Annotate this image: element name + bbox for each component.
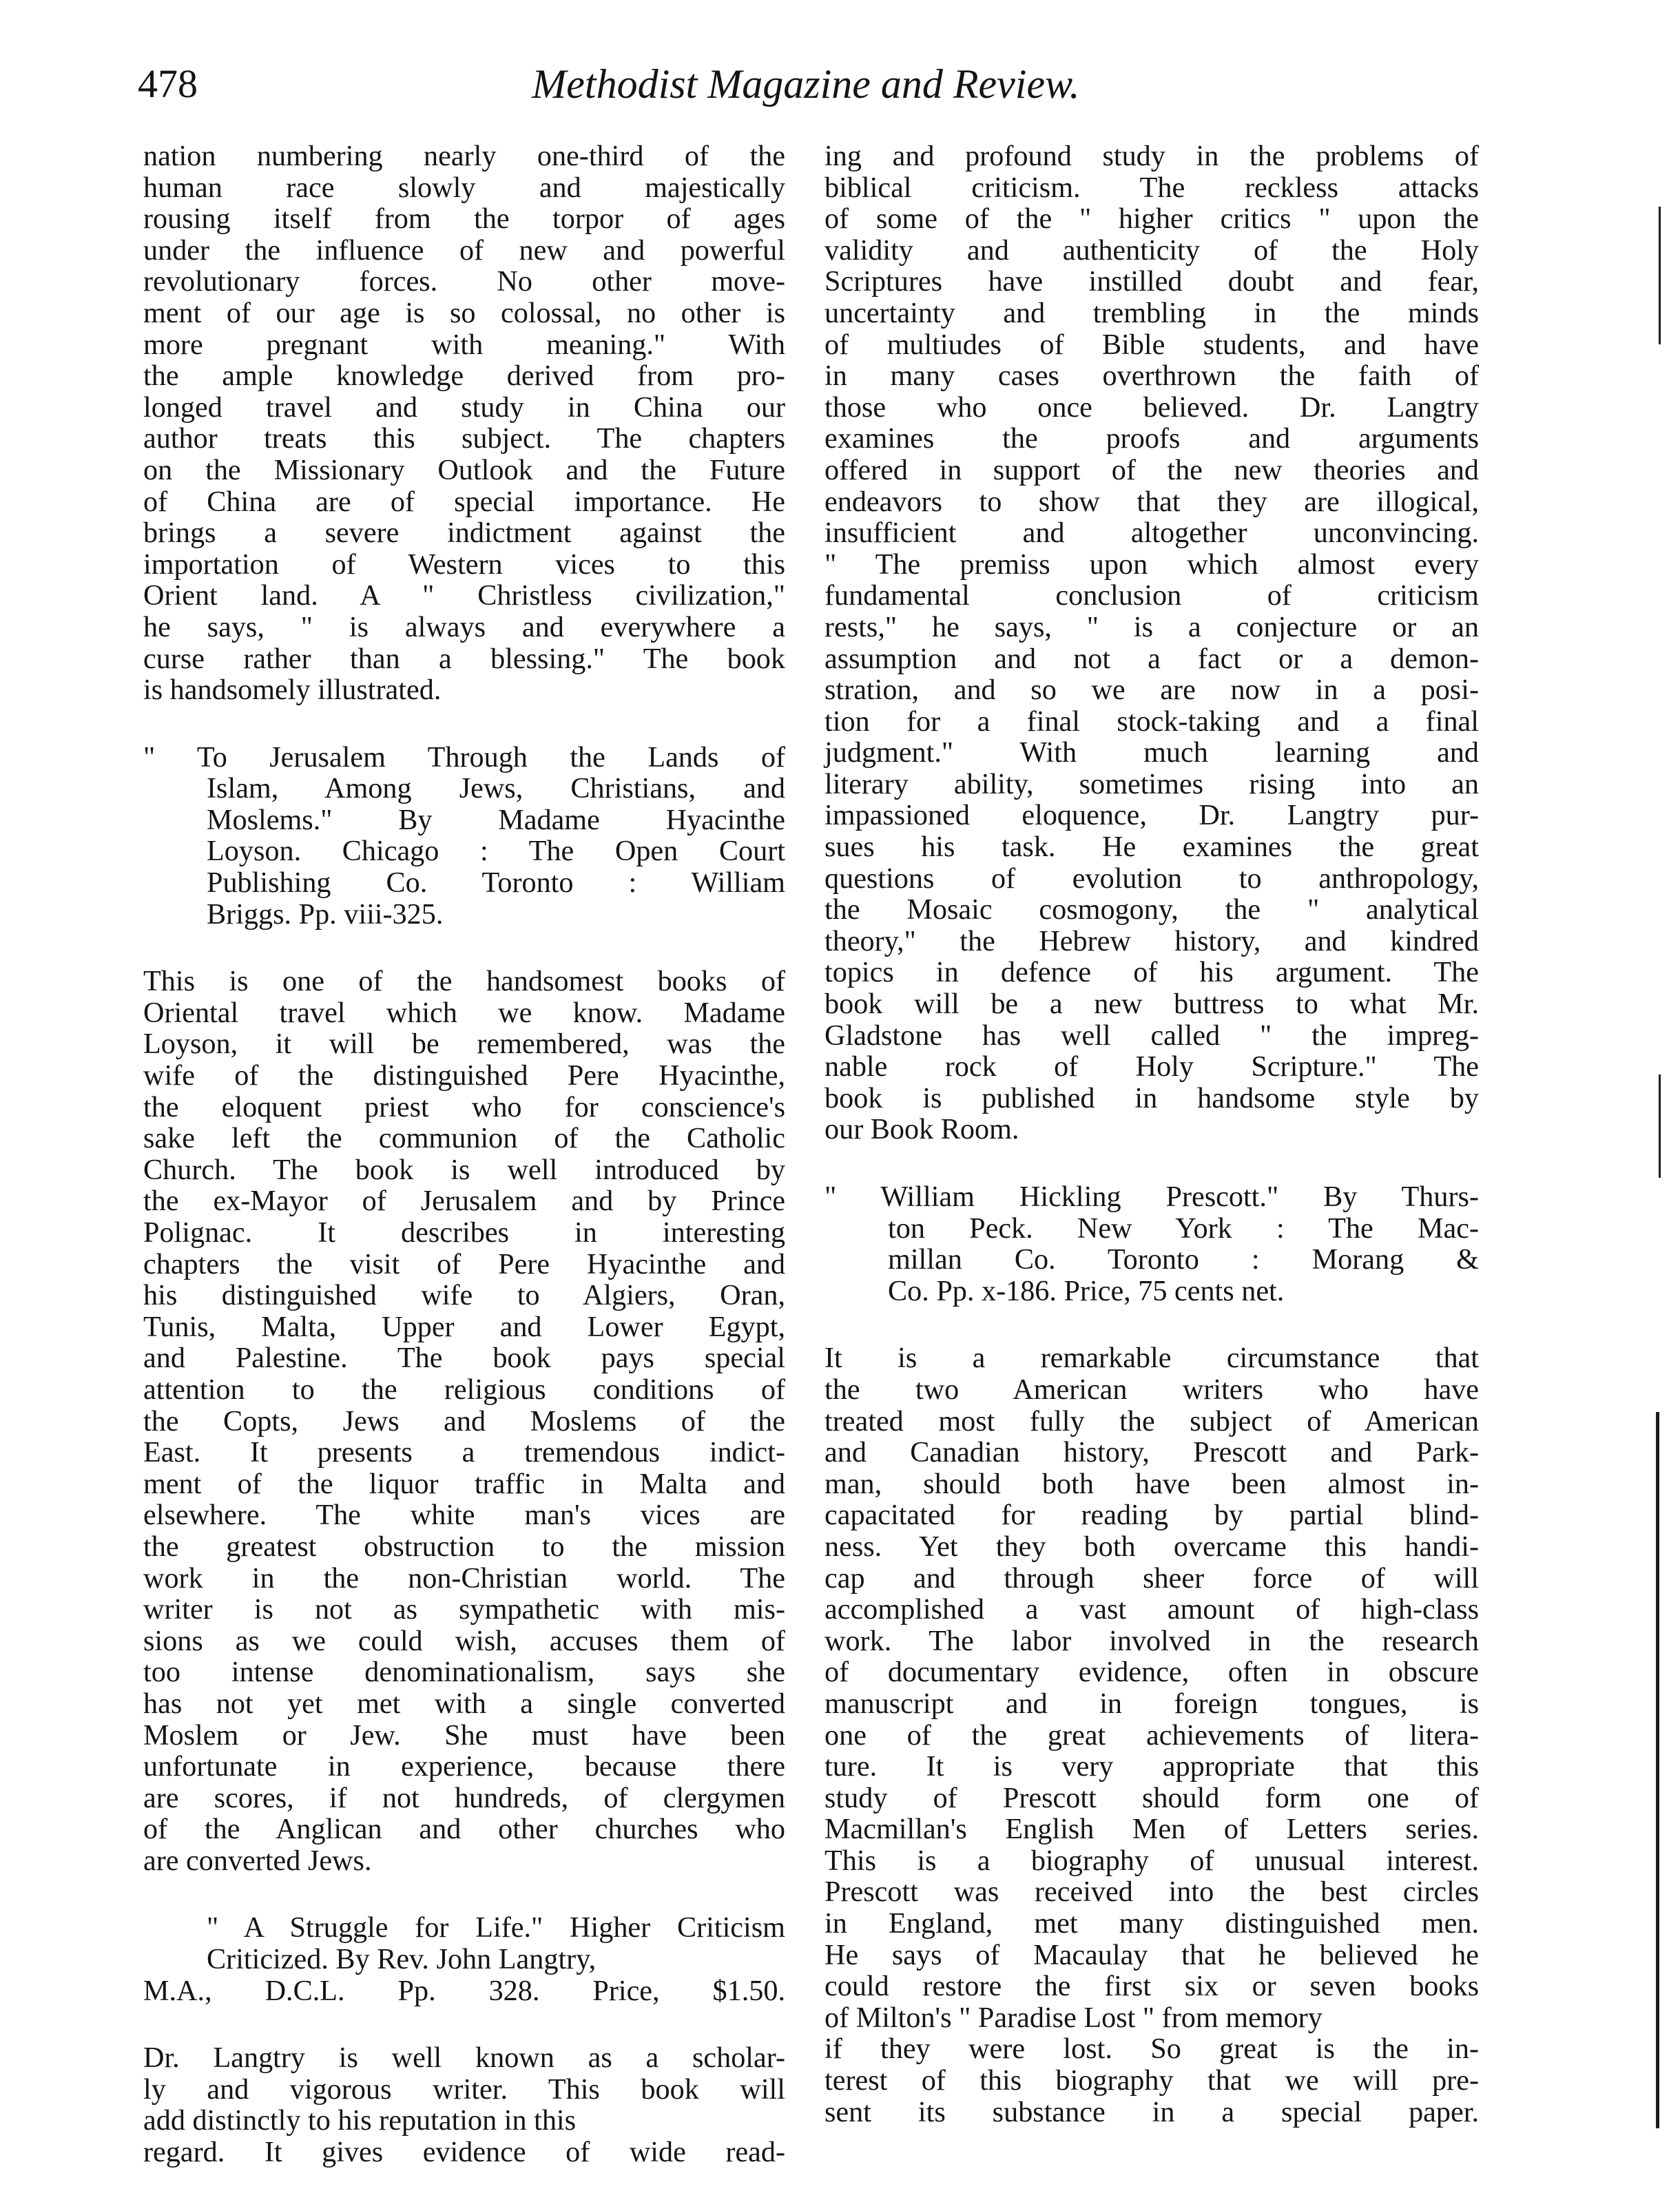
text-line: his distinguished wife to Algiers, Oran, [143,1279,785,1312]
text-line: validity and authenticity of the Holy [825,233,1479,267]
right-column [825,141,1479,2128]
text-line: brings a severe indictment against the [143,517,785,550]
text-line: our Book Room. [825,1113,1019,1146]
text-line: ness. Yet they both overcame this handi- [825,1530,1479,1563]
text-line: importation of Western vices to this [143,548,785,581]
text-line: more pregnant with meaning." With [143,328,785,361]
text-line: the two American writers who have [825,1373,1479,1406]
text-line: regard. It gives evidence of wide read- [143,2136,785,2169]
text-line: sent its substance in a special paper. [825,2095,1479,2128]
text-line: author treats this subject. The chapters [143,422,785,455]
text-line: work. The labor involved in the research [825,1624,1479,1657]
text-line: add distinctly to his reputation in this [143,2104,577,2137]
text-line: of China are of special importance. He [143,485,785,518]
text-line: and Canadian history, Prescott and Park- [825,1436,1479,1469]
text-line: This is one of the handsomest books of [143,965,785,998]
text-line: capacitated for reading by partial blind- [825,1499,1479,1532]
text-line: elsewhere. The white man's vices are [143,1499,785,1532]
text-line: he says, " is always and everywhere a [143,610,785,643]
text-line: fundamental conclusion of criticism [825,579,1479,612]
text-line: ment of the liquor traffic in Malta and [143,1467,785,1500]
text-line: the eloquent priest who for conscience's [143,1090,785,1123]
text-line: Loyson, it will be remembered, was the [143,1028,785,1061]
text-line: Church. The book is well introduced by [143,1153,785,1186]
text-line: offered in support of the new theories and [825,453,1479,486]
text-line: curse rather than a blessing." The book [143,642,785,675]
text-line: book will be a new buttress to what Mr. [825,988,1479,1021]
text-line: stration, and so we are now in a posi- [825,674,1479,707]
text-line: nation numbering nearly one-third of the [143,140,785,172]
text-line: sions as we could wish, accuses them of [143,1624,785,1657]
text-line: Dr. Langtry is well known as a scholar- [143,2042,785,2075]
text-line: Orient land. A " Christless civilization," [143,579,785,612]
text-line: book is published in handsome style by [825,1081,1479,1114]
text-line: treated most fully the subject of American [825,1404,1479,1437]
text-line: sues his task. He examines the great [825,831,1479,864]
text-line: This is a biography of unusual interest. [825,1844,1479,1877]
text-line: wife of the distinguished Pere Hyacinthe, [143,1059,785,1092]
paragraph-gap [143,930,785,966]
text-line: Publishing Co. Toronto : William [207,866,785,900]
text-line: Briggs. Pp. viii-325. [207,897,444,931]
text-line: Gladstone has well called " the impreg- [825,1019,1479,1052]
text-line: on the Missionary Outlook and the Future [143,453,785,486]
text-line: chapters the visit of Pere Hyacinthe and [143,1247,785,1280]
text-line: Polignac. It describes in interesting [143,1216,785,1249]
text-line: under the influence of new and powerful [143,233,785,267]
text-line: Scriptures have instilled doubt and fear, [825,265,1479,298]
text-line: if they were lost. So great is the in- [825,2033,1479,2066]
text-line: the ex-Mayor of Jerusalem and by Prince [143,1185,785,1218]
text-line: " The premiss upon which almost every [825,548,1479,581]
text-line: the Mosaic cosmogony, the " analytical [825,893,1479,926]
paragraph-gap [825,1145,1479,1181]
text-line: judgment." With much learning and [825,736,1479,769]
text-line: examines the proofs and arguments [825,422,1479,455]
text-line: could restore the first six or seven books [825,1970,1479,2003]
text-line: terest of this biography that we will pre- [825,2064,1479,2097]
text-line: ton Peck. New York : The Mac- [888,1212,1479,1245]
text-line: Prescott was received into the best circles [825,1876,1479,1909]
text-line: M.A., D.C.L. Pp. 328. Price, $1.50. [143,1974,785,2007]
text-line: attention to the religious conditions of [143,1373,785,1406]
text-line: the Copts, Jews and Moslems of the [143,1404,785,1437]
text-line: human race slowly and majestically [143,171,785,204]
paragraph-gap [143,2006,785,2042]
text-line: cap and through sheer force of will [825,1561,1479,1595]
text-line: manuscript and in foreign tongues, is [825,1687,1479,1720]
paragraph-gap [825,1307,1479,1342]
text-line: He says of Macaulay that he believed he [825,1938,1479,1971]
left-column [143,141,785,2168]
text-line: ing and profound study in the problems of [825,140,1479,172]
text-line: of Milton's " Paradise Lost " from memory [825,2001,1323,2034]
text-line: East. It presents a tremendous indict- [143,1436,785,1469]
text-line: one of the great achievements of litera- [825,1718,1479,1752]
text-line: unfortunate in experience, because there [143,1750,785,1783]
text-line: in England, met many distinguished men. [825,1907,1479,1940]
text-line: " To Jerusalem Through the Lands of [143,740,785,773]
text-line: literary ability, sometimes rising into an [825,767,1479,800]
text-line: Oriental travel which we know. Madame [143,996,785,1029]
text-line: ly and vigorous writer. This book will [143,2073,785,2106]
text-line: assumption and not a fact or a demon- [825,642,1479,675]
paragraph-gap [143,706,785,742]
text-line: work in the non-Christian world. The [143,1561,785,1595]
text-line: theory," the Hebrew history, and kindred [825,924,1479,957]
running-title: Methodist Magazine and Review. [532,61,1080,107]
text-line: of multiudes of Bible students, and have [825,328,1479,361]
text-line: Islam, Among Jews, Christians, and [207,772,785,805]
margin-mark [1659,1074,1661,1178]
text-line: biblical criticism. The reckless attacks [825,171,1479,204]
paragraph-gap [143,1876,785,1912]
text-line: topics in defence of his argument. The [825,956,1479,989]
text-line: endeavors to show that they are illogical, [825,485,1479,518]
text-line: Co. Pp. x-186. Price, 75 cents net. [888,1274,1285,1307]
text-line: Tunis, Malta, Upper and Lower Egypt, [143,1310,785,1343]
text-line: ture. It is very appropriate that this [825,1750,1479,1783]
text-line: are scores, if not hundreds, of clergymen [143,1781,785,1814]
text-line: longed travel and study in China our [143,391,785,424]
margin-mark [1659,207,1661,344]
text-line: impassioned eloquence, Dr. Langtry pur- [825,799,1479,832]
text-line: ment of our age is so colossal, no other is [143,296,785,329]
text-line: those who once believed. Dr. Langtry [825,391,1479,424]
text-line: rousing itself from the torpor of ages [143,202,785,236]
text-line: accomplished a vast amount of high-class [825,1593,1479,1626]
text-line: insufficient and altogether unconvincing. [825,517,1479,550]
text-line: rests," he says, " is a conjecture or an [825,610,1479,643]
text-line: It is a remarkable circumstance that [825,1342,1479,1375]
margin-mark [1656,1412,1659,2128]
text-line: Criticized. By Rev. John Langtry, [207,1943,597,1976]
text-line: the greatest obstruction to the mission [143,1530,785,1563]
text-line: and Palestine. The book pays special [143,1342,785,1375]
text-line: uncertainty and trembling in the minds [825,296,1479,329]
text-line: Macmillan's English Men of Letters series. [825,1813,1479,1846]
text-line: too intense denominationalism, says she [143,1656,785,1689]
text-line: of some of the " higher critics " upon the [825,202,1479,236]
text-line: in many cases overthrown the faith of [825,360,1479,393]
page-header [138,61,1474,123]
text-line: Moslems." By Madame Hyacinthe [207,803,785,836]
text-line: Moslem or Jew. She must have been [143,1718,785,1752]
text-line: questions of evolution to anthropology, [825,862,1479,895]
text-line: writer is not as sympathetic with mis- [143,1593,785,1626]
text-line: sake left the communion of the Catholic [143,1122,785,1155]
text-line: man, should both have been almost in- [825,1467,1479,1500]
text-line: " William Hickling Prescott." By Thurs- [825,1181,1479,1213]
text-line: of the Anglican and other churches who [143,1813,785,1846]
text-line: nable rock of Holy Scripture." The [825,1050,1479,1083]
text-line: of documentary evidence, often in obscure [825,1656,1479,1689]
text-line: study of Prescott should form one of [825,1781,1479,1814]
text-line: tion for a final stock-taking and a final [825,705,1479,738]
text-line: are converted Jews. [143,1844,372,1877]
text-line: revolutionary forces. No other move- [143,265,785,298]
text-line: the ample knowledge derived from pro- [143,360,785,393]
text-line: has not yet met with a single converted [143,1687,785,1720]
text-line: is handsomely illustrated. [143,674,442,707]
text-line: Loyson. Chicago : The Open Court [207,835,785,868]
page-number: 478 [138,61,198,106]
text-line: " A Struggle for Life." Higher Criticism [207,1911,785,1944]
text-line: millan Co. Toronto : Morang & [888,1243,1479,1276]
